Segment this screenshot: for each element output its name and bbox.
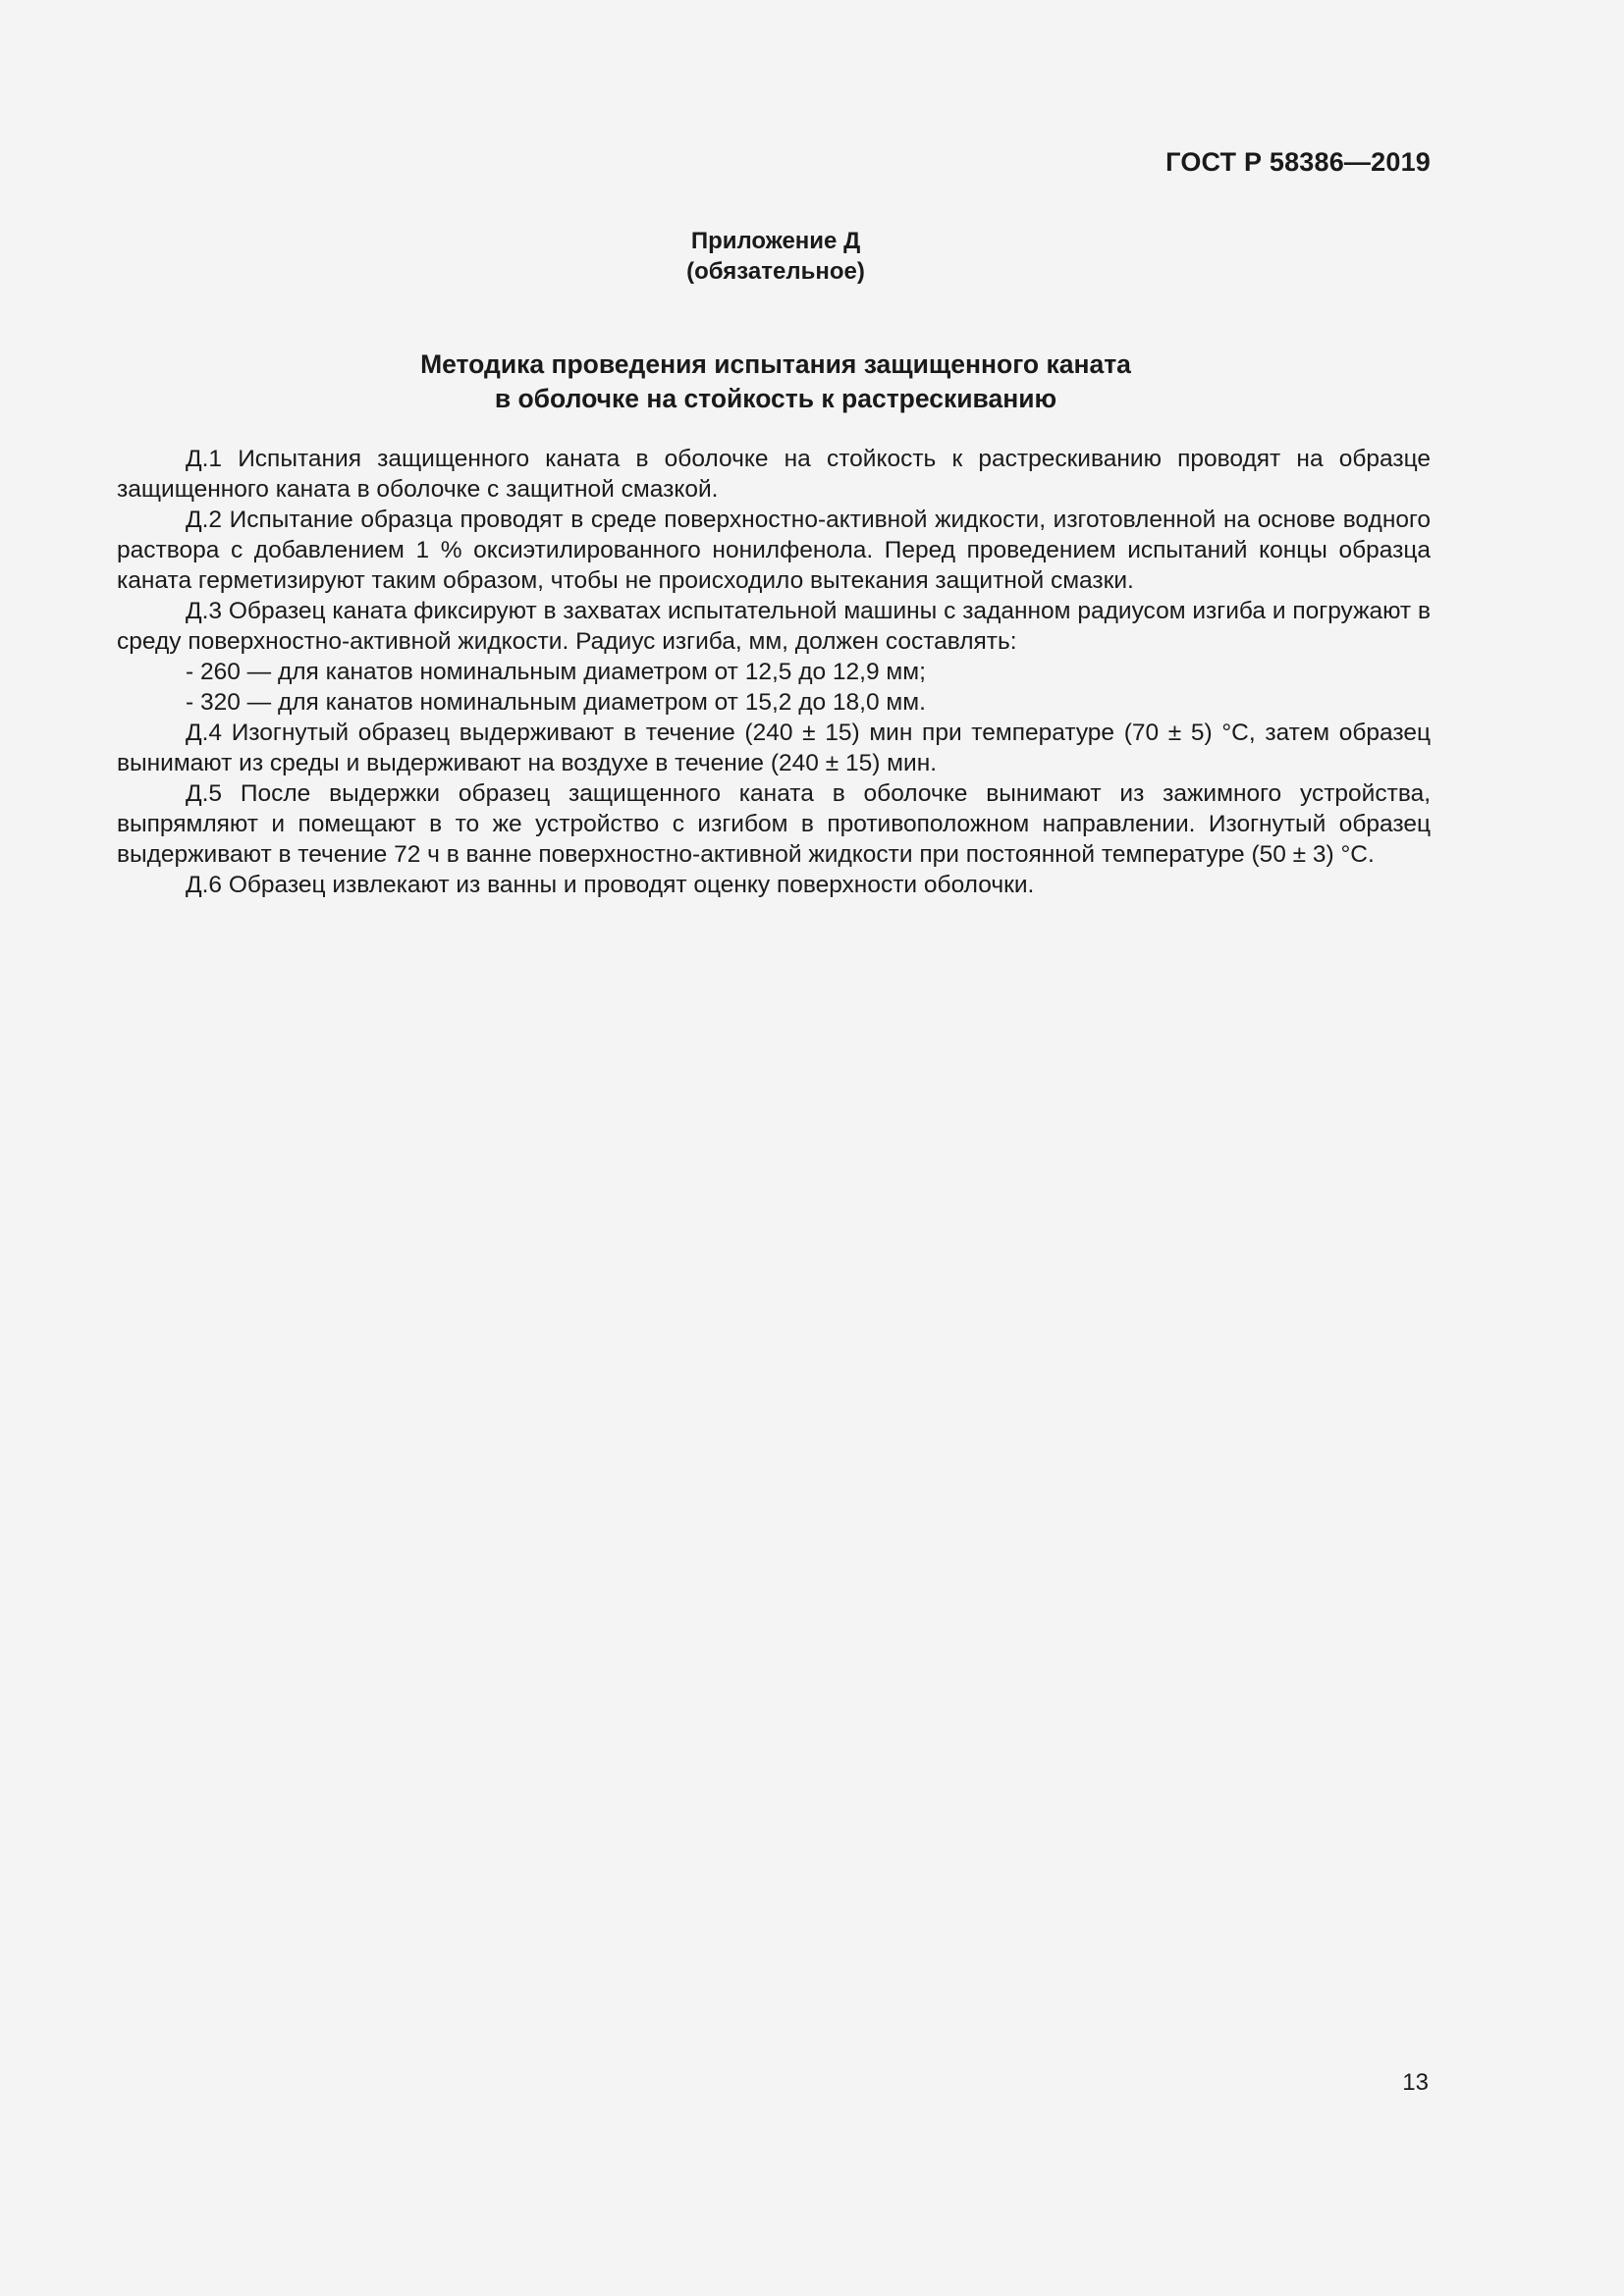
paragraph-d4: Д.4 Изогнутый образец выдерживают в течение (240 ± 15) мин при температуре (70 ± 5) °С, затем образец вынимают из среды и выдерживают на воздухе в течение (240 ± 15) мин. (117, 720, 1431, 776)
body-text (117, 444, 1431, 900)
paragraph-d5: Д.5 После выдержки образец защищенного каната в оболочке вынимают из зажимного устройства, выпрямляют и помещают в то же устройство с изгибом в противоположном направлении. Изогнутый образец выдерживают в течение 72 ч в ванне поверхностно-активной жидкости при постоянной температуре (50 ± 3) °С. (117, 780, 1431, 868)
page-number: 13 (1402, 2069, 1429, 2096)
section-title-line-1: Методика проведения испытания защищенного каната (420, 349, 1131, 379)
appendix-heading (0, 226, 1551, 287)
appendix-label: Приложение Д (690, 228, 861, 254)
paragraph-d1: Д.1 Испытания защищенного каната в оболочке на стойкость к растрескиванию проводят на образце защищенного каната в оболочке с защитной смазкой. (117, 446, 1431, 503)
paragraph-d6: Д.6 Образец извлекают из ванны и проводят оценку поверхности оболочки. (186, 872, 1035, 898)
paragraph-d2: Д.2 Испытание образца проводят в среде поверхностно-активной жидкости, изготовленной на основе водного раствора с добавлением 1 % оксиэтилированного нонилфенола. Перед проведением испытаний концы образца каната герметизируют таким образом, чтобы не происходило вытекания защитной смазки. (117, 507, 1431, 594)
section-title (0, 347, 1551, 416)
section-title-line-2: в оболочке на стойкость к растрескиванию (494, 384, 1057, 413)
list-item-radius-320: - 320 — для канатов номинальным диаметром от 15,2 до 18,0 мм. (186, 689, 926, 716)
appendix-status: (обязательное) (686, 258, 865, 285)
document-code: ГОСТ Р 58386—2019 (1165, 147, 1431, 177)
list-item-radius-260: - 260 — для канатов номинальным диаметром от 12,5 до 12,9 мм; (186, 659, 926, 685)
paragraph-d3: Д.3 Образец каната фиксируют в захватах испытательной машины с заданном радиусом изгиба и погружают в среду поверхностно-активной жидкости. Радиус изгиба, мм, должен составлять: (117, 598, 1431, 655)
